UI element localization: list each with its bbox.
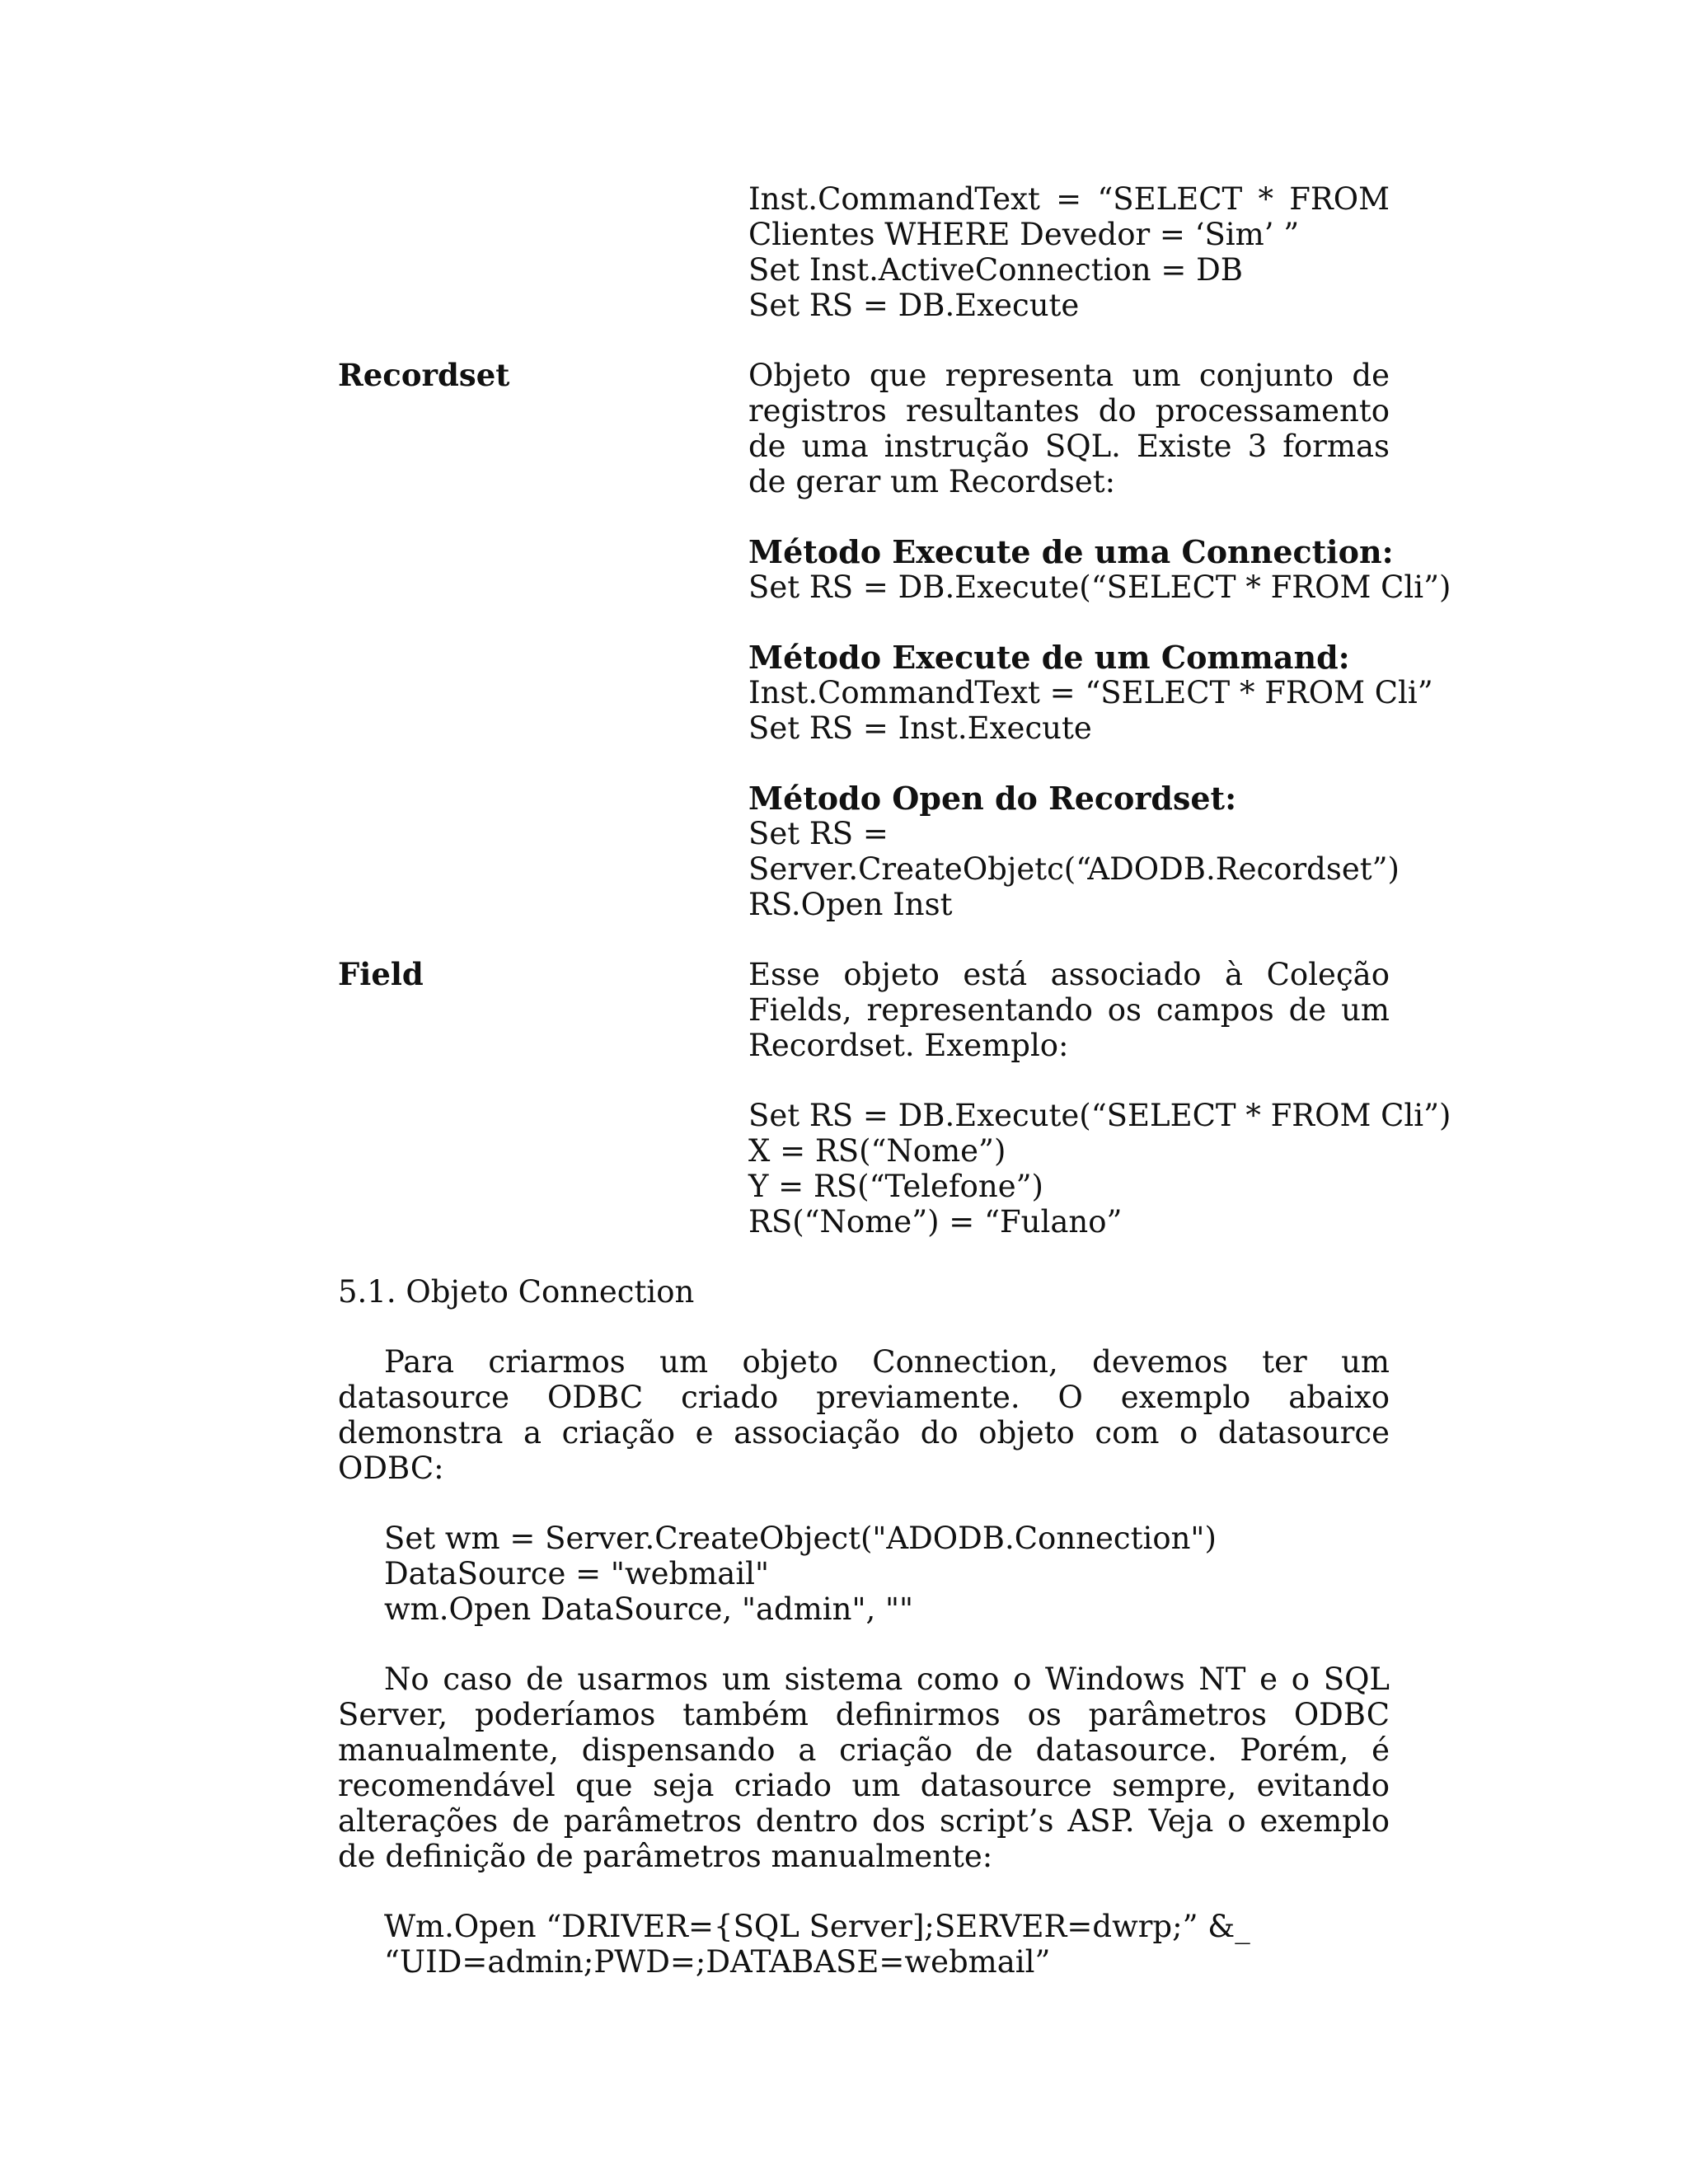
command-continuation [338, 181, 1390, 323]
field-entry [338, 956, 1451, 1240]
method-title: Método Execute de um Command: [748, 639, 1350, 676]
method-title: Método Execute de uma Connection: [748, 533, 1394, 570]
code-line: Set Inst.ActiveConnection = DB [748, 252, 1243, 288]
code-line: Y = RS(“Telefone”) [748, 1169, 1043, 1204]
code-line: Set RS = [748, 816, 889, 851]
recordset-entry [338, 357, 1451, 922]
field-definition [748, 957, 1451, 1240]
code-line: Inst.CommandText = “SELECT * FROM [748, 181, 1390, 217]
recordset-description: Objeto que representa um conjunto de registros resultantes do processamento de uma instrução SQL. Existe 3 formas de gerar um Recordset: [748, 358, 1390, 499]
code-line: DataSource = "webmail" [384, 1556, 770, 1591]
paragraph: No caso de usarmos um sistema como o Windows NT e o SQL Server, poderíamos também definirmos os parâmetros ODBC manualmente, dispensando a criação de datasource. Porém, é recomendável que seja criado um datasource sempre, evitando alterações de parâmetros dentro dos script’s ASP. Veja o exemplo de definição de parâmetros manualmente: [338, 1661, 1390, 1874]
code-line: “UID=admin;PWD=;DATABASE=webmail” [384, 1944, 1051, 1980]
section-title: 5.1. Objeto Connection [338, 1274, 695, 1310]
code-line: Inst.CommandText = “SELECT * FROM Cli” [748, 675, 1433, 710]
code-line: Clientes WHERE Devedor = ‘Sim’ ” [748, 217, 1300, 252]
code-line: RS(“Nome”) = “Fulano” [748, 1204, 1123, 1240]
recordset-definition [748, 358, 1451, 922]
code-line: wm.Open DataSource, "admin", "" [384, 1591, 914, 1627]
paragraph: Para criarmos um objeto Connection, devemos ter um datasource ODBC criado previamente. O exemplo abaixo demonstra a criação e associação do objeto com o datasource ODBC: [338, 1344, 1390, 1486]
command-continuation-text [748, 181, 1390, 323]
code-line: Set RS = DB.Execute(“SELECT * FROM Cli”) [748, 1098, 1451, 1133]
document-page [338, 181, 1451, 1980]
recordset-term: Recordset [338, 357, 510, 393]
field-description: Esse objeto está associado à Coleção Fields, representando os campos de um Recordset. Exemplo: [748, 957, 1390, 1063]
code-line: Set RS = DB.Execute(“SELECT * FROM Cli”) [748, 569, 1451, 605]
code-line: Server.CreateObjetc(“ADODB.Recordset”) [748, 851, 1400, 887]
code-block [384, 1521, 1390, 1627]
method-title: Método Open do Recordset: [748, 780, 1237, 817]
code-line: Set RS = DB.Execute [748, 288, 1080, 323]
code-line: RS.Open Inst [748, 887, 953, 922]
code-block [384, 1909, 1390, 1980]
code-line: Wm.Open “DRIVER={SQL Server];SERVER=dwrp;” &_ [384, 1909, 1250, 1944]
field-term: Field [338, 956, 424, 992]
code-line: X = RS(“Nome”) [748, 1133, 1006, 1169]
code-line: Set wm = Server.CreateObject("ADODB.Connection") [384, 1521, 1217, 1556]
code-line: Set RS = Inst.Execute [748, 710, 1092, 746]
